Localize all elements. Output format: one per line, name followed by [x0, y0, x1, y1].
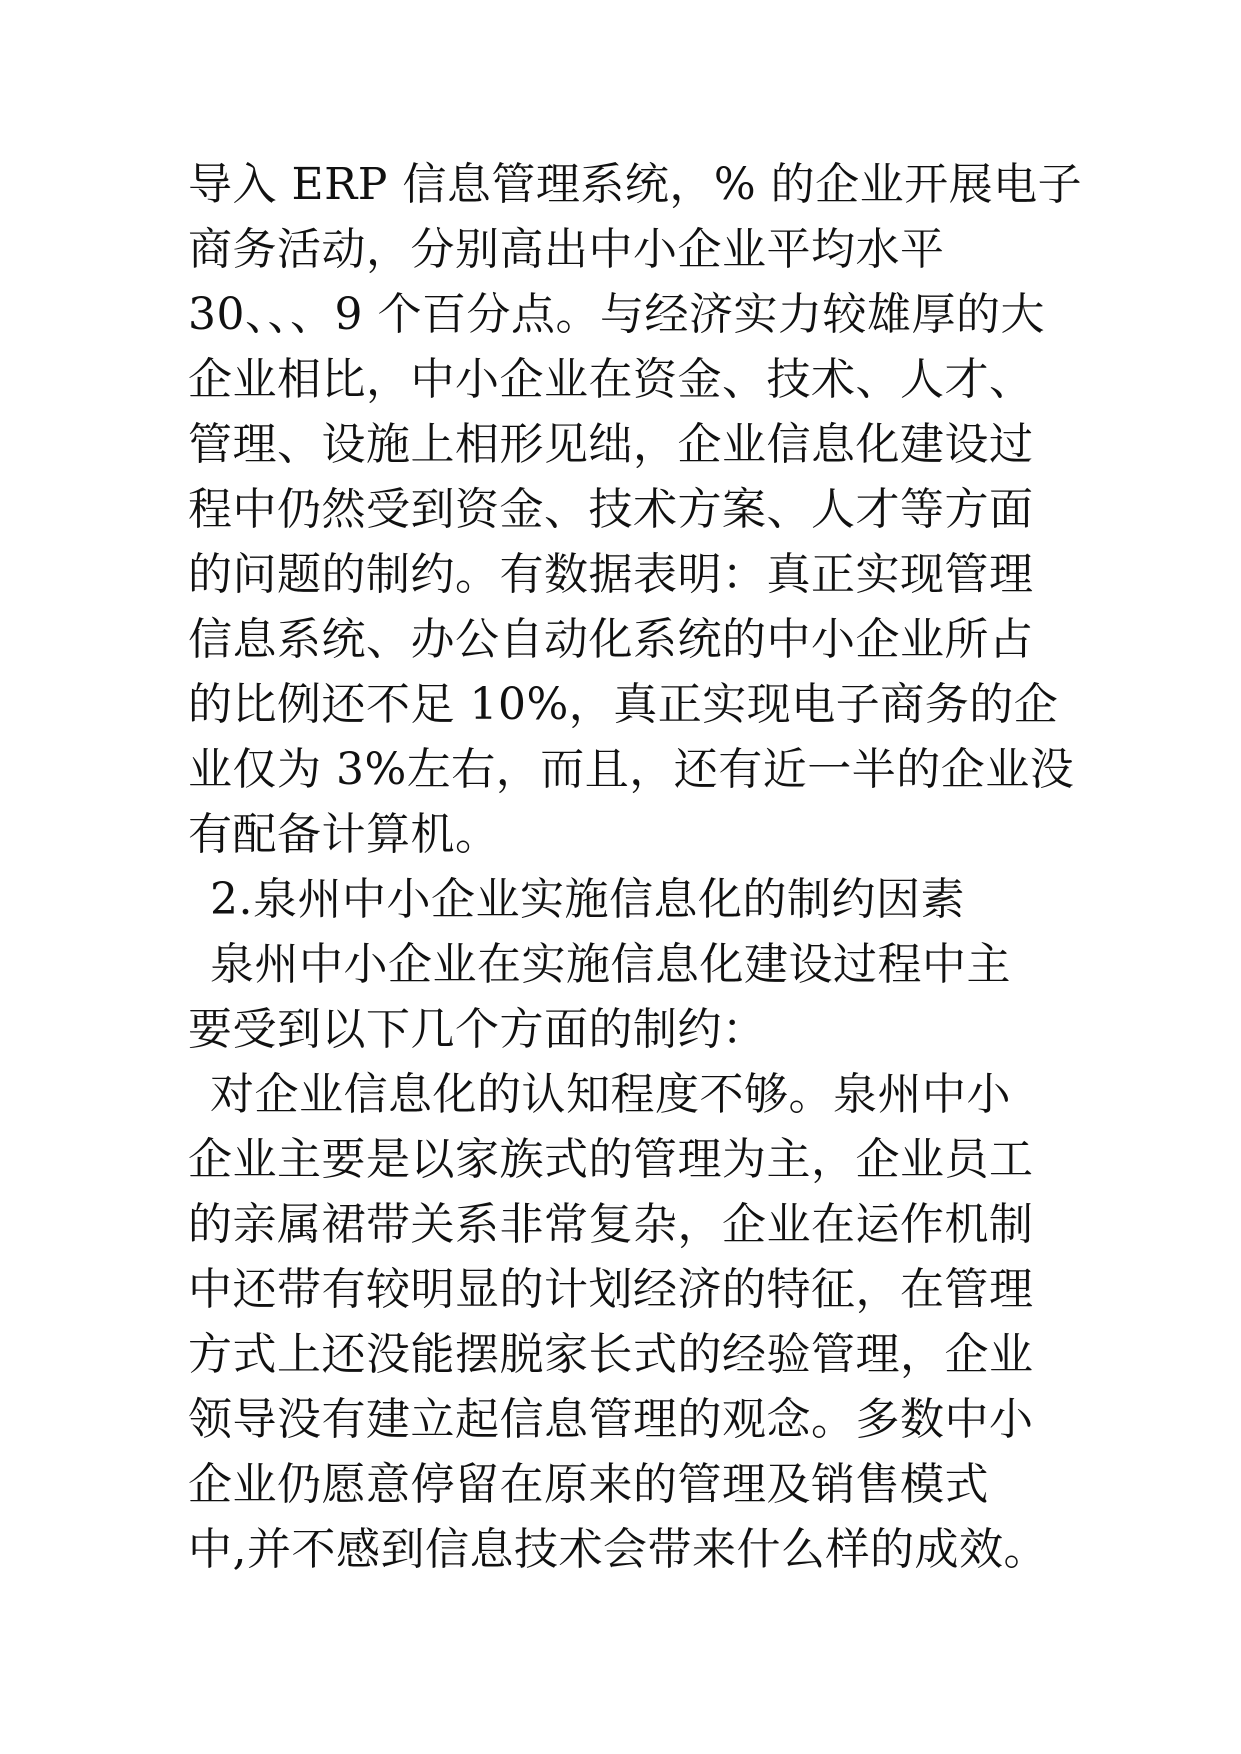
text-line: 业仅为 3%左右，而且，还有近一半的企业没	[188, 744, 1075, 795]
text-line: 领导没有建立起信息管理的观念。多数中小	[188, 1394, 1034, 1445]
text-line: 要受到以下几个方面的制约：	[188, 1004, 767, 1055]
text-line: 管理、设施上相形见绌，企业信息化建设过	[188, 419, 1034, 470]
text-line: 中,并不感到信息技术会带来什么样的成效。	[188, 1524, 1048, 1575]
text-line: 对企业信息化的认知程度不够。泉州中小	[210, 1069, 1011, 1120]
text-line: 企业仍愿意停留在原来的管理及销售模式	[188, 1459, 989, 1510]
text-line: 导入 ERP 信息管理系统，% 的企业开展电子	[188, 159, 1083, 210]
text-line: 企业相比，中小企业在资金、技术、人才、	[188, 354, 1034, 405]
text-line: 有配备计算机。	[188, 809, 500, 860]
text-line: 方式上还没能摆脱家长式的经验管理，企业	[188, 1329, 1034, 1380]
text-line: 泉州中小企业在实施信息化建设过程中主	[210, 939, 1011, 990]
section-heading: 2.泉州中小企业实施信息化的制约因素	[210, 874, 965, 925]
text-line: 程中仍然受到资金、技术方案、人才等方面	[188, 484, 1034, 535]
text-line: 的亲属裙带关系非常复杂，企业在运作机制	[188, 1199, 1034, 1250]
text-line: 信息系统、办公自动化系统的中小企业所占	[188, 614, 1034, 665]
text-line: 中还带有较明显的计划经济的特征，在管理	[188, 1264, 1034, 1315]
body-text	[188, 152, 1088, 1582]
text-line: 30、、、9 个百分点。与经济实力较雄厚的大	[188, 289, 1045, 340]
text-line: 的比例还不足 10%，真正实现电子商务的企	[188, 679, 1059, 730]
text-line: 的问题的制约。有数据表明：真正实现管理	[188, 549, 1034, 600]
text-line: 商务活动，分别高出中小企业平均水平	[188, 224, 945, 275]
text-line: 企业主要是以家族式的管理为主，企业员工	[188, 1134, 1034, 1185]
